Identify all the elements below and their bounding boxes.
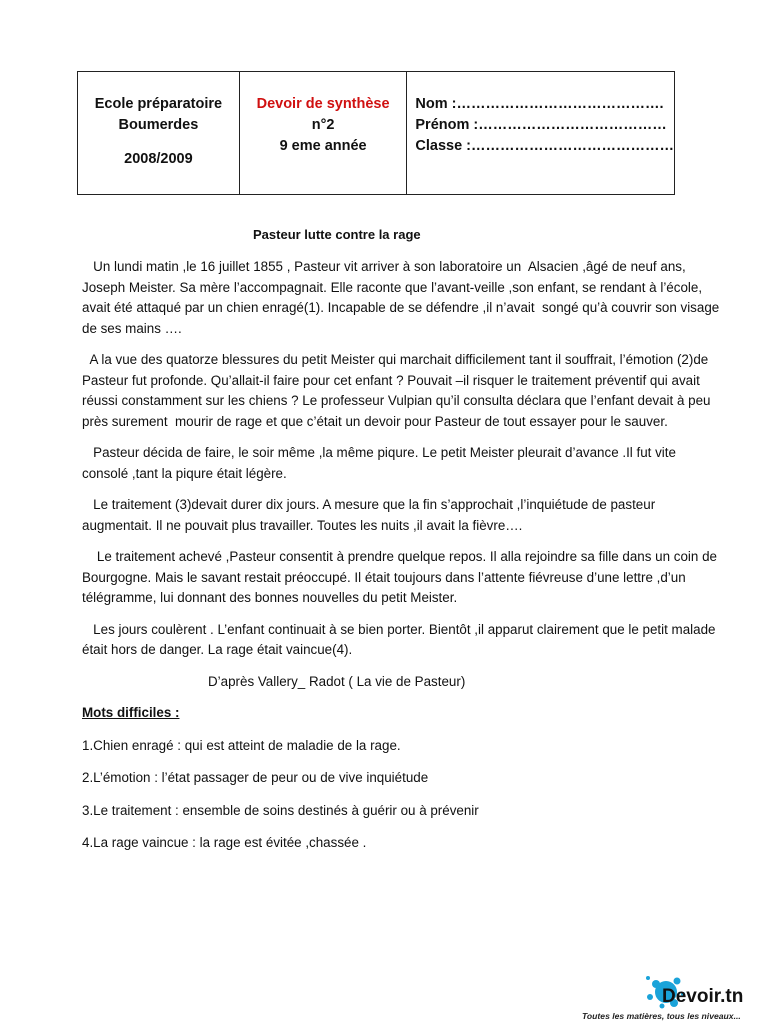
paragraph: Pasteur décida de faire, le soir même ,la même piqure. Le petit Meister pleurait d’avance .Il fut vite consolé ,tant la piqure était légère. [82,445,680,481]
splash-icon [578,970,768,1024]
logo-tagline: Toutes les matières, tous les niveaux... [582,1011,741,1021]
name-field: Nom :……………………………………. [415,96,664,112]
exam-number: n°2 [311,117,335,133]
school-city: Boumerdes [118,117,199,133]
logo-name: Devoir.tn [662,986,744,1007]
exam-cell [240,72,408,194]
text-title: Pasteur lutte contre la rage [253,227,421,242]
difficult-words-title: Mots difficiles : [82,705,180,720]
class-field: Classe :…………………………………… [415,138,674,154]
firstname-field: Prénom :………………………………… [415,117,667,133]
paragraph: Les jours coulèrent . L’enfant continuait à se bien porter. Bientôt ,il apparut clairement que le petit malade était hors de danger. La rage était vaincue(4). [82,621,720,657]
school-name: Ecole préparatoire [94,96,223,112]
definition: 3.Le traitement : ensemble de soins destinés à guérir ou à prévenir [82,802,479,818]
paragraph: A la vue des quatorze blessures du petit Meister qui marchait difficilement tant il souffrait, l’émotion (2)de Pasteur fut profonde. Qu’allait-il faire pour cet enfant ? Pouvait –il risquer le traitement préventif qui avait réussi constamment sur les chiens ? Le professeur Vulpian qu’il consulta déclara que l’enfant devait à peu près surement mourir de rage et que c’était un devoir pour Pasteur de tout essayer pour le sauver. [82,352,715,429]
devoir-logo [578,970,768,1024]
exam-title: Devoir de synthèse [256,96,390,112]
definition: 2.L’émotion : l’état passager de peur ou de vive inquiétude [82,770,429,785]
definition: 4.La rage vaincue : la rage est évitée ,chassée . [82,835,367,850]
school-year: 2008/2009 [124,151,193,167]
paragraph: Le traitement (3)devait durer dix jours. A mesure que la fin s’approchait ,l’inquiétude de pasteur augmentait. Il ne pouvait plus travailler. Toutes les nuits ,il avait la fièvre…. [82,497,659,533]
source-citation: D’après Vallery_ Radot ( La vie de Pasteur) [208,673,466,689]
paragraph: Un lundi matin ,le 16 juillet 1855 , Pasteur vit arriver à son laboratoire un Alsacien ,âgé de neuf ans, Joseph Meister. Sa mère l’accompagnait. Elle raconte que l’avant-veille ,son enfant, se rendant à l’école, avait été attaqué par un chien enragé(1). Incapable de se défendre ,il n’avait songé qu’à couvrir son visage de ses mains …. [82,259,727,336]
paragraph: Le traitement achevé ,Pasteur consentit à prendre quelque repos. Il alla rejoindre sa fille dans un coin de Bourgogne. Mais le savant restait préoccupé. Il était toujours dans l’attente fiévreuse d’une lettre ,d’un télégramme, lui donnant des bonnes nouvelles du petit Meister. [82,549,721,605]
reading-text [82,257,727,866]
student-info-cell [407,72,674,194]
header-table [77,71,675,195]
definition: 1.Chien enragé : qui est atteint de maladie de la rage. [82,737,401,753]
school-cell [78,72,240,194]
exam-grade: 9 eme année [279,138,367,154]
